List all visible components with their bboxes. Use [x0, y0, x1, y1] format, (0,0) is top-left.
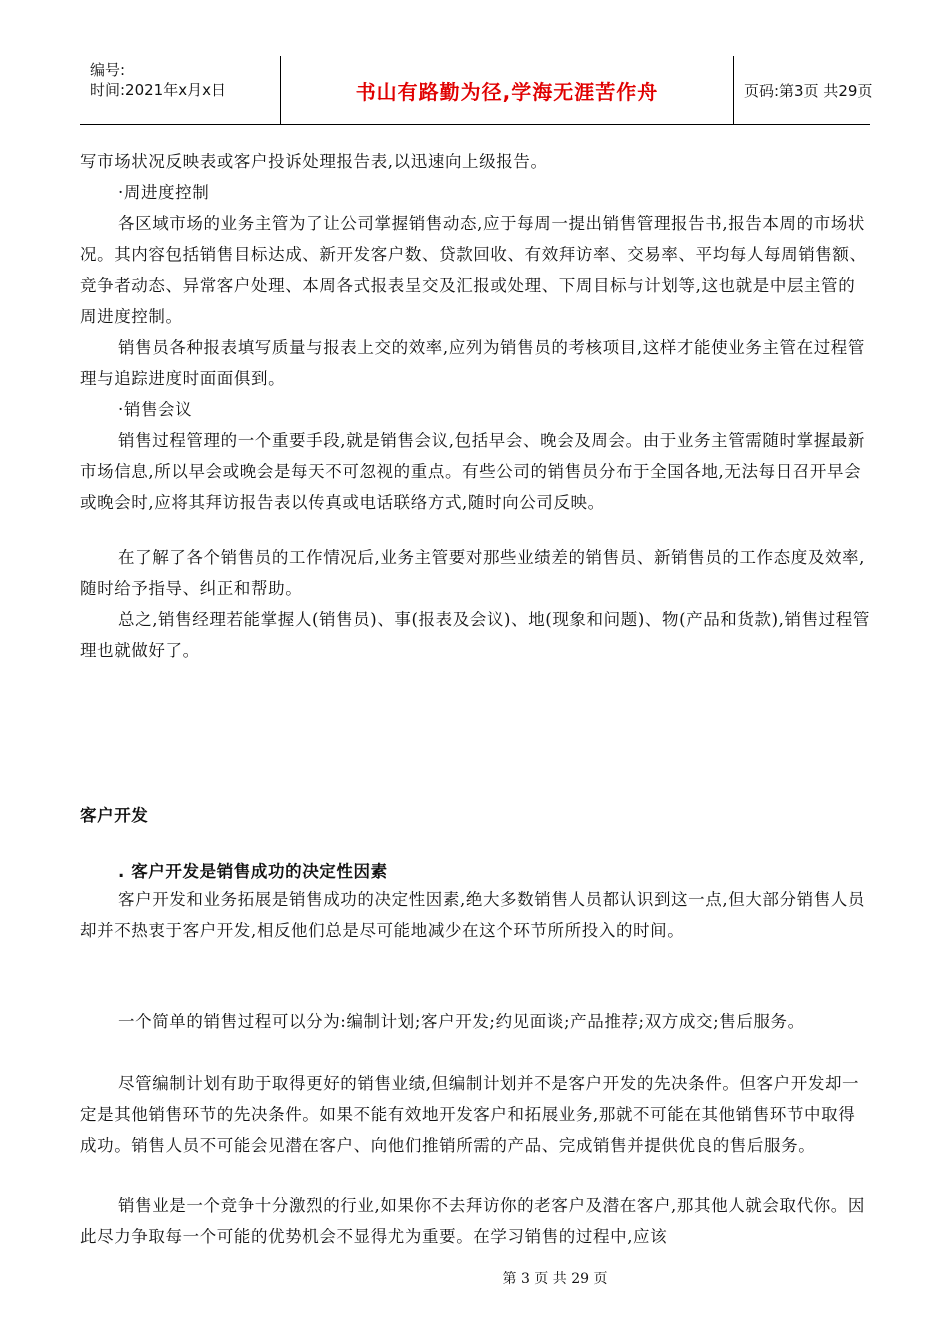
- paragraph: 各区域市场的业务主管为了让公司掌握销售动态,应于每周一提出销售管理报告书,报告本周的市场状况。其内容包括销售目标达成、新开发客户数、贷款回收、有效拜访率、交易率、平均每人每周销售额、竞争者动态、异常客户处理、本周各式报表呈交及汇报或处理、下周目标与计划等,这也就是中层主管的周进度控制。: [80, 214, 867, 326]
- paragraph: 总之,销售经理若能掌握人(销售员)、事(报表及会议)、地(现象和问题)、物(产品和货款),销售过程管理也就做好了。: [80, 610, 870, 660]
- doc-number-label: 编号:: [90, 61, 126, 79]
- bullet-heading-sales-meeting: ·销售会议: [118, 400, 193, 419]
- header-motto-cell: [280, 56, 734, 124]
- paragraph: 客户开发和业务拓展是销售成功的决定性因素,绝大多数销售人员都认识到这一点,但大部分销售人员却并不热衷于客户开发,相反他们总是尽可能地减少在这个环节所所投入的时间。: [80, 890, 865, 940]
- paragraph: 在了解了各个销售员的工作情况后,业务主管要对那些业绩差的销售员、新销售员的工作态度及效率,随时给予指导、纠正和帮助。: [80, 548, 865, 598]
- paragraph: 销售业是一个竞争十分激烈的行业,如果你不去拜访你的老客户及潜在客户,那其他人就会取代你。因此尽力争取每一个可能的优势机会不显得尤为重要。在学习销售的过程中,应该: [80, 1196, 865, 1246]
- doc-time-label: 时间:2021年x月x日: [90, 81, 226, 99]
- header-motto: 书山有路勤为径,学海无涯苦作舟: [355, 79, 659, 104]
- paragraph: 尽管编制计划有助于取得更好的销售业绩,但编制计划并不是客户开发的先决条件。但客户开发却一定是其他销售环节的先决条件。如果不能有效地开发客户和拓展业务,那就不可能在其他销售环节中取得成功。销售人员不可能会见潜在客户、向他们推销所需的产品、完成销售并提供优良的售后服务。: [80, 1074, 860, 1155]
- paragraph: 一个简单的销售过程可以分为:编制计划;客户开发;约见面谈;产品推荐;双方成交;售后服务。: [118, 1012, 805, 1031]
- paragraph: 销售过程管理的一个重要手段,就是销售会议,包括早会、晚会及周会。由于业务主管需随时掌握最新市场信息,所以早会或晚会是每天不可忽视的重点。有些公司的销售员分布于全国各地,无法每日召开早会或晚会时,应将其拜访报告表以传真或电话联络方式,随时向公司反映。: [80, 431, 865, 512]
- section-title: 客户开发: [80, 806, 149, 825]
- bullet-heading-weekly-control: ·周进度控制: [118, 183, 210, 202]
- header-page-info: 页码:第3页 共29页: [744, 81, 873, 100]
- page-footer: 第 3 页 共 29 页: [502, 1271, 608, 1287]
- paragraph: 销售员各种报表填写质量与报表上交的效率,应列为销售员的考核项目,这样才能使业务主管在过程管理与追踪进度时面面俱到。: [80, 338, 865, 388]
- paragraph: 写市场状况反映表或客户投诉处理报告表,以迅速向上级报告。: [80, 152, 548, 171]
- header-meta: [80, 56, 280, 124]
- page-header: [80, 56, 873, 125]
- sub-title: . 客户开发是销售成功的决定性因素: [118, 862, 388, 881]
